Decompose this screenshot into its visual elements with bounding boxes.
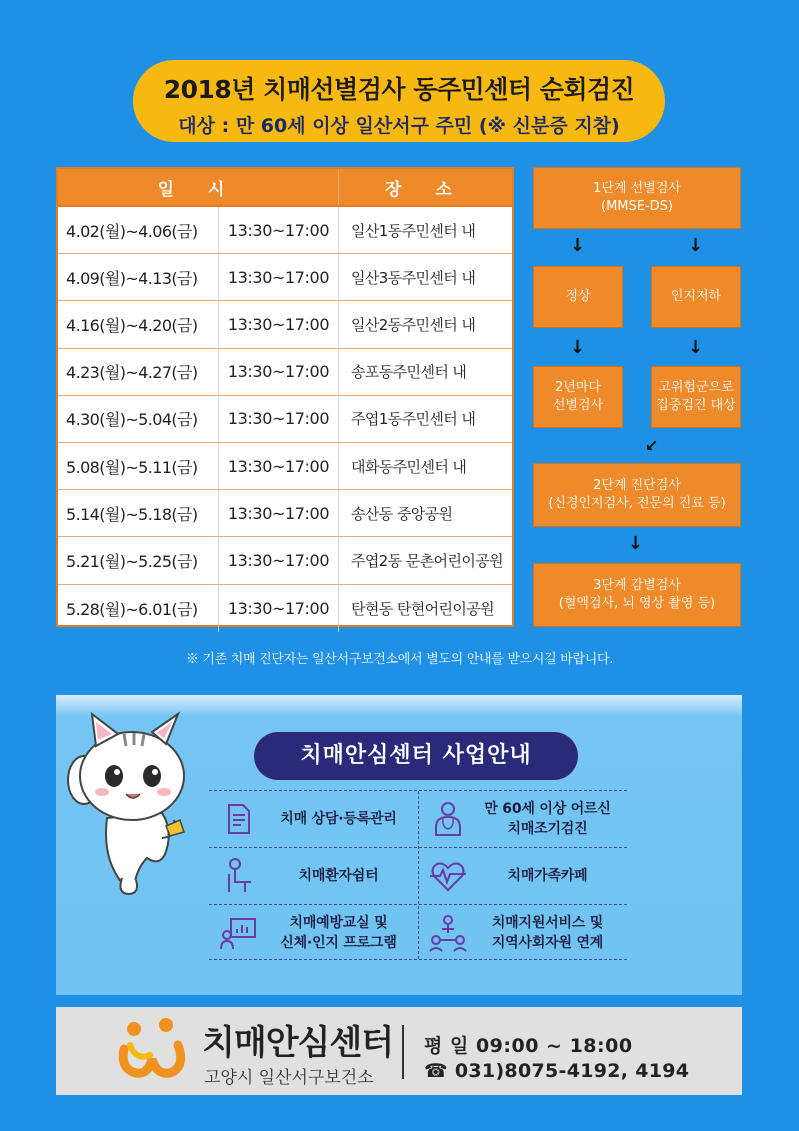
row-time: 13:30~17:00 — [219, 585, 339, 632]
header-place: 장 소 — [385, 179, 466, 200]
service-item — [418, 848, 627, 904]
table-row — [58, 301, 512, 348]
footer — [56, 1007, 742, 1095]
presentation-icon — [219, 913, 259, 953]
arrow-down-icon: ↓ — [688, 337, 704, 358]
row-time: 13:30~17:00 — [219, 537, 339, 583]
flow-highrisk — [651, 366, 741, 428]
row-date: 5.28(월)~6.01(금) — [58, 585, 219, 632]
service-label-l1: 치매예방교실 및 — [289, 915, 388, 931]
service-label-l2: 신체·인지 프로그램 — [280, 935, 397, 951]
row-date: 5.08(월)~5.11(금) — [58, 443, 219, 489]
flow-decline — [651, 266, 741, 328]
row-time: 13:30~17:00 — [219, 301, 339, 347]
row-date: 4.09(월)~4.13(금) — [58, 254, 219, 300]
row-place: 일산1동주민센터 내 — [351, 221, 476, 240]
page-subtitle: 대상 : 만 60세 이상 일산서구 주민 (※ 신분증 지참) — [178, 115, 620, 137]
flow-highrisk-l2: 집중검진 대상 — [656, 398, 736, 413]
footer-hours: 평 일 09:00 ~ 18:00 — [424, 1035, 633, 1057]
row-place: 송포동주민센터 내 — [351, 363, 467, 382]
flow-step3 — [533, 563, 741, 627]
row-date: 4.02(월)~4.06(금) — [58, 207, 219, 253]
flow-biennial — [533, 366, 623, 428]
flow-step3-title: 3단계 감별검사 — [593, 578, 681, 593]
row-time: 13:30~17:00 — [219, 349, 339, 395]
row-date: 4.16(월)~4.20(금) — [58, 301, 219, 347]
service-label — [259, 913, 418, 953]
row-place: 주엽2동 문촌어린이공원 — [351, 551, 504, 570]
flow-normal — [533, 266, 623, 328]
row-place: 대화동주민센터 내 — [351, 457, 467, 476]
row-date: 4.30(월)~5.04(금) — [58, 396, 219, 442]
center-logo-icon — [116, 1015, 188, 1087]
document-icon — [219, 799, 259, 839]
service-label: 치매 상담·등록관리 — [280, 811, 397, 827]
flow-biennial-l2: 선별검사 — [552, 398, 604, 413]
row-time: 13:30~17:00 — [219, 396, 339, 442]
table-row — [58, 396, 512, 443]
arrow-down-icon: ↓ — [570, 235, 586, 256]
arrow-down-icon: ↓ — [688, 235, 704, 256]
arrow-diagonal-icon: ↙ — [645, 436, 659, 455]
table-row — [58, 585, 512, 632]
row-time: 13:30~17:00 — [219, 443, 339, 489]
arrow-down-icon: ↓ — [570, 337, 586, 358]
row-place: 송산동 중앙공원 — [351, 504, 453, 523]
flow-step1-sub: (MMSE-DS) — [601, 199, 673, 214]
flow-decline-label: 인지저하 — [670, 289, 722, 304]
flow-highrisk-l1: 고위험군으로 — [658, 380, 734, 395]
service-label — [468, 913, 627, 953]
flow-biennial-l1: 2년마다 — [555, 380, 601, 395]
row-date: 4.23(월)~4.27(금) — [58, 349, 219, 395]
row-place: 주엽1동주민센터 내 — [351, 410, 476, 429]
cat-mascot-icon — [62, 708, 202, 898]
table-row — [58, 537, 512, 584]
schedule-table — [56, 167, 514, 627]
footer-brand: 치매안심센터 — [202, 1023, 394, 1063]
table-row — [58, 349, 512, 396]
flow-step1 — [533, 167, 741, 229]
table-header — [58, 169, 512, 207]
service-label-l2: 치매조기검진 — [507, 821, 588, 837]
row-place: 탄현동 탄현어린이공원 — [351, 599, 495, 618]
header-date: 일 시 — [58, 169, 339, 205]
table-row — [58, 443, 512, 490]
service-label — [468, 799, 627, 839]
title-banner — [133, 60, 665, 142]
row-date: 5.21(월)~5.25(금) — [58, 537, 219, 583]
arrow-down-icon: ↓ — [628, 533, 644, 554]
service-label-l1: 만 60세 이상 어르신 — [484, 801, 611, 817]
service-item — [418, 905, 627, 961]
network-people-icon — [428, 913, 468, 953]
service-item — [209, 905, 418, 961]
footer-divider — [402, 1025, 404, 1079]
table-row — [58, 207, 512, 254]
service-label-l2: 지역사회자원 연계 — [491, 935, 604, 951]
person-chair-icon — [219, 856, 259, 896]
row-time: 13:30~17:00 — [219, 490, 339, 536]
heart-pulse-icon — [428, 856, 468, 896]
service-item — [418, 791, 627, 847]
services-grid — [209, 790, 627, 960]
services-title: 치매안심센터 사업안내 — [254, 732, 578, 780]
service-label: 치매가족카페 — [507, 868, 588, 884]
table-row — [58, 254, 512, 301]
row-date: 5.14(월)~5.18(금) — [58, 490, 219, 536]
flow-step3-sub: (혈액검사, 뇌 영상 촬영 등) — [558, 596, 716, 611]
flow-normal-label: 정상 — [565, 289, 591, 304]
flow-step2-sub: (신경인지검사, 전문의 진료 등) — [548, 496, 726, 511]
service-label: 치매환자쉼터 — [298, 868, 379, 884]
page-title: 2018년 치매선별검사 동주민센터 순회검진 — [163, 75, 635, 104]
footer-phone: ☎ 031)8075-4192, 4194 — [424, 1060, 690, 1082]
service-item — [209, 848, 418, 904]
flow-step2 — [533, 463, 741, 527]
doctor-icon — [428, 799, 468, 839]
flow-step2-title: 2단계 진단검사 — [593, 478, 681, 493]
footer-subtitle: 고양시 일산서구보건소 — [204, 1068, 374, 1088]
row-time: 13:30~17:00 — [219, 254, 339, 300]
table-row — [58, 490, 512, 537]
flow-step1-title: 1단계 선별검사 — [593, 181, 681, 196]
row-place: 일산3동주민센터 내 — [351, 268, 476, 287]
row-place: 일산2동주민센터 내 — [351, 315, 476, 334]
notice-text: ※ 기존 치매 진단자는 일산서구보건소에서 별도의 안내를 받으시길 바랍니다. — [185, 652, 614, 667]
row-time: 13:30~17:00 — [219, 207, 339, 253]
service-label-l1: 치매지원서비스 및 — [491, 915, 604, 931]
service-item — [209, 791, 418, 847]
